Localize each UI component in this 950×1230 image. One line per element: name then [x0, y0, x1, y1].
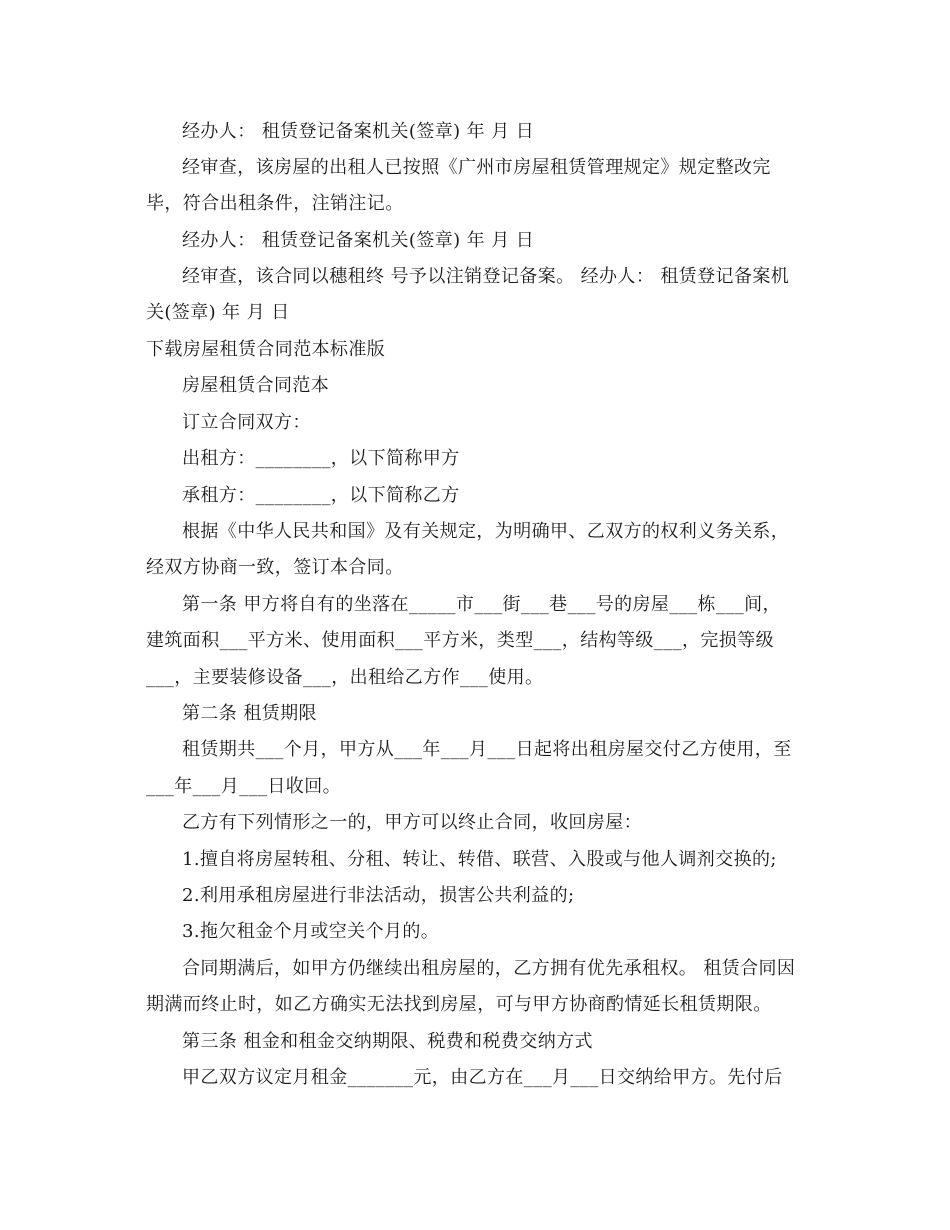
list-item: 2.利用承租房屋进行非法活动，损害公共利益的; — [182, 885, 575, 906]
text-line: ___，主要装修设备___，出租给乙方作___使用。 — [146, 667, 544, 688]
text-line: ___年___月___日收回。 — [146, 776, 341, 797]
text-line: 甲乙双方议定月租金_______元，由乙方在___月___日交纳给甲方。先付后 — [182, 1067, 783, 1088]
text-line: 毕，符合出租条件，注销注记。 — [146, 193, 404, 214]
list-item: 1.擅自将房屋转租、分租、转让、转借、联营、入股或与他人调剂交换的; — [182, 849, 777, 870]
text-line: 经办人： 租赁登记备案机关(签章) 年 月 日 — [182, 230, 535, 251]
document-title: 房屋租赁合同范本 — [182, 375, 330, 396]
text-line: 出租方：________，以下简称甲方 — [182, 448, 460, 469]
text-line: 订立合同双方： — [182, 412, 311, 433]
text-line: 关(签章) 年 月 日 — [146, 302, 290, 323]
text-line: 经审查，该房屋的出租人已按照《广州市房屋租赁管理规定》规定整改完 — [182, 157, 771, 178]
text-line: 租赁期共___个月，甲方从___年___月___日起将出租房屋交付乙方使用，至 — [182, 739, 792, 760]
article-heading: 第三条 租金和租金交纳期限、税费和税费交纳方式 — [182, 1031, 593, 1052]
text-line: 第一条 甲方将自有的坐落在_____市___街___巷___号的房屋___栋___间， — [182, 594, 781, 615]
text-line: 乙方有下列情形之一的，甲方可以终止合同，收回房屋： — [182, 812, 642, 833]
text-line: 经审查，该合同以穗租终 号予以注销登记备案。 经办人： 租赁登记备案机 — [182, 266, 790, 287]
article-heading: 第二条 租赁期限 — [182, 703, 317, 724]
list-item: 3.拖欠租金个月或空关个月的。 — [182, 921, 440, 942]
text-line: 经双方协商一致，签订本合同。 — [146, 557, 404, 578]
text-line: 承租方：________，以下简称乙方 — [182, 485, 460, 506]
text-line: 建筑面积___平方米、使用面积___平方米，类型___，结构等级___，完损等级 — [146, 630, 774, 651]
text-line: 根据《中华人民共和国》及有关规定，为明确甲、乙双方的权利义务关系， — [182, 521, 790, 542]
text-line: 经办人： 租赁登记备案机关(签章) 年 月 日 — [182, 121, 535, 142]
section-heading: 下载房屋租赁合同范本标准版 — [146, 339, 386, 360]
text-line: 合同期满后，如甲方仍继续出租房屋的，乙方拥有优先承租权。 租赁合同因 — [182, 958, 796, 979]
text-line: 期满而终止时，如乙方确实无法找到房屋，可与甲方协商酌情延长租赁期限。 — [146, 994, 772, 1015]
